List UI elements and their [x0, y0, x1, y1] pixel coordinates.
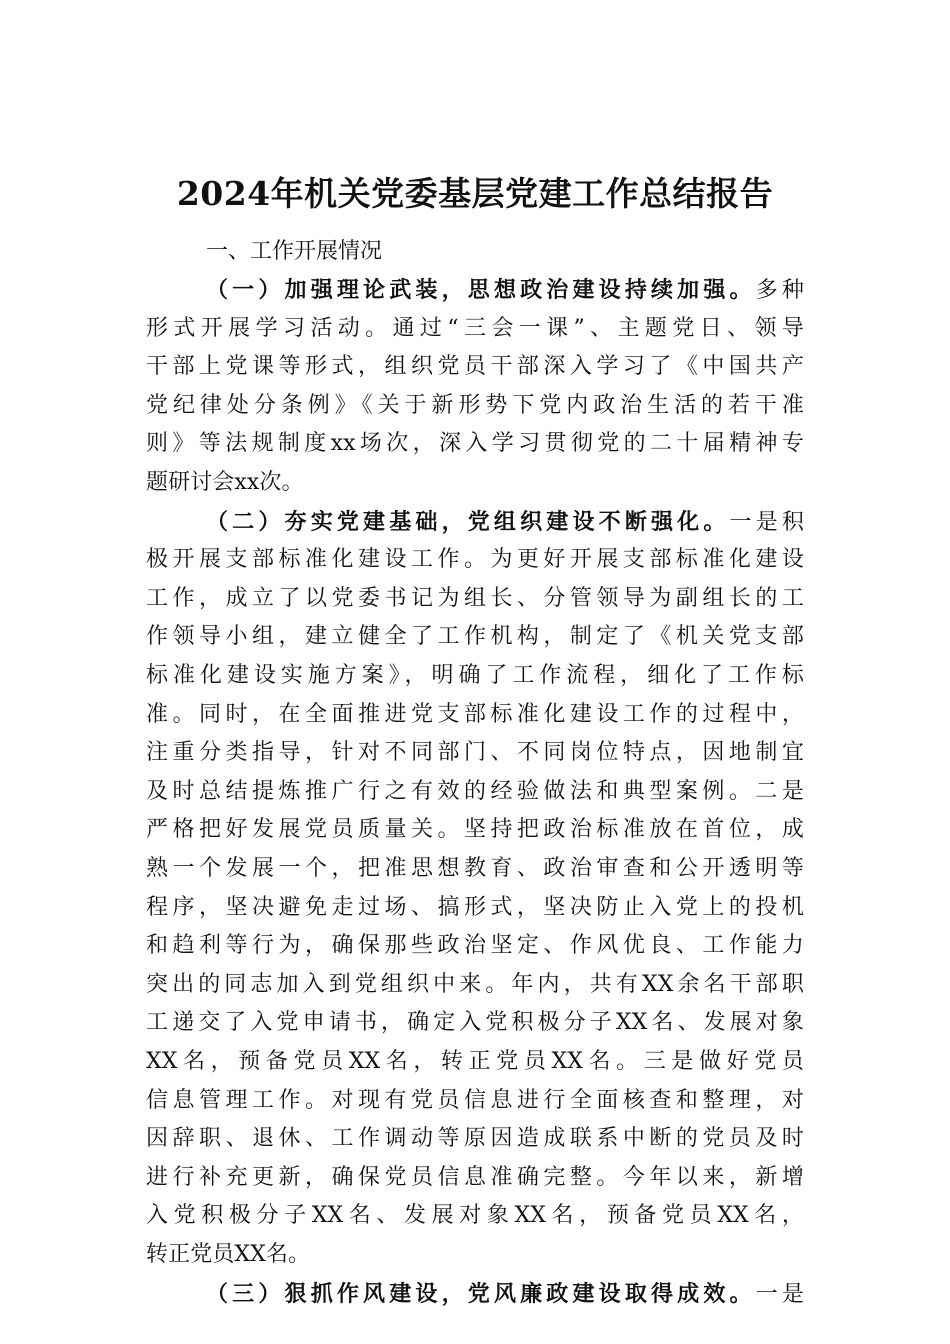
text-line — [146, 1235, 804, 1275]
line-text: 工作，成立了以党委书记为组长、分管领导为副组长的工 — [146, 585, 804, 611]
text-line — [146, 1119, 804, 1159]
document-title: 2024年机关党委基层党建工作总结报告 — [176, 174, 774, 213]
text-line — [146, 772, 804, 812]
line-text: 干部上党课等形式，组织党员干部深入学习了《中国共产 — [146, 354, 804, 380]
line-text: 因辞职、退休、工作调动等原因造成联系中断的党员及时 — [146, 1126, 804, 1152]
text-line — [146, 733, 804, 773]
text-line — [146, 617, 804, 657]
section-heading: 一、工作开展情况 — [206, 239, 383, 264]
text-line — [146, 1042, 804, 1082]
line-text: 一是积 — [729, 509, 804, 535]
line-text: 极开展支部标准化建设工作。为更好开展支部标准化建设 — [146, 547, 804, 573]
text-line — [146, 309, 804, 349]
text-line — [146, 926, 804, 966]
line-text: 工递交了入党申请书，确定入党积极分子XX名、发展对象 — [146, 1010, 804, 1036]
line-text: 突出的同志加入到党组织中来。年内，共有XX余名干部职 — [146, 971, 804, 997]
paragraph-lead: （二）夯实党建基础，党组织建设不断强化。 — [206, 508, 730, 535]
line-text: 党纪律处分条例》《关于新形势下党内政治生活的若干准 — [146, 392, 804, 418]
text-line — [206, 270, 804, 310]
line-text: 及时总结提炼推广行之有效的经验做法和典型案例。二是 — [146, 778, 804, 804]
paragraph-lead: （一）加强理论武装，思想政治建设持续加强。 — [206, 277, 756, 303]
line-text: 转正党员XX名。 — [146, 1242, 311, 1267]
line-text: 题研讨会xx次。 — [146, 470, 304, 495]
text-line — [146, 1081, 804, 1121]
line-text: 程序，坚决避免走过场、搞形式，坚决防止入党上的投机 — [146, 894, 804, 920]
text-line — [206, 1274, 804, 1314]
text-line — [146, 579, 804, 619]
line-text: 熟一个发展一个，把准思想教育、政治审查和公开透明等 — [146, 856, 804, 881]
text-line — [146, 810, 804, 850]
text-line — [146, 965, 804, 1005]
line-text: 作领导小组，建立健全了工作机构，制定了《机关党支部 — [146, 624, 804, 650]
text-line — [146, 424, 804, 464]
text-line — [146, 695, 804, 735]
line-text: 则》等法规制度xx场次，深入学习贯彻党的二十届精神专 — [146, 431, 804, 457]
line-text: 注重分类指导，针对不同部门、不同岗位特点，因地制宜 — [146, 740, 804, 766]
line-text: 多种 — [755, 278, 804, 303]
paragraph-lead: （三）狠抓作风建设，党风廉政建设取得成效。 — [206, 1280, 756, 1307]
text-line — [146, 849, 804, 889]
text-line — [206, 502, 804, 542]
text-line — [146, 1158, 804, 1198]
text-line — [146, 1196, 804, 1236]
text-line — [146, 540, 804, 580]
text-line — [146, 1003, 804, 1043]
text-line — [146, 347, 804, 387]
line-text: 严格把好发展党员质量关。坚持把政治标准放在首位，成 — [146, 817, 804, 843]
line-text: 准。同时，在全面推进党支部标准化建设工作的过程中， — [146, 701, 804, 727]
line-text: 和趋利等行为，确保那些政治坚定、作风优良、工作能力 — [146, 933, 804, 959]
text-line — [146, 656, 804, 696]
line-text: 一是 — [755, 1281, 804, 1307]
line-text: 形式开展学习活动。通过“三会一课”、主题党日、领导 — [146, 315, 804, 341]
line-text: 标准化建设实施方案》，明确了工作流程，细化了工作标 — [146, 663, 804, 688]
line-text: 入党积极分子XX名、发展对象XX名，预备党员XX名， — [146, 1203, 804, 1229]
text-line — [146, 463, 804, 503]
line-text: 进行补充更新，确保党员信息准确完整。今年以来，新增 — [146, 1164, 804, 1190]
text-line — [146, 386, 804, 426]
text-line — [146, 888, 804, 928]
line-text: 信息管理工作。对现有党员信息进行全面核查和整理，对 — [146, 1087, 804, 1113]
line-text: XX名，预备党员XX名，转正党员XX名。三是做好党员 — [146, 1049, 804, 1074]
